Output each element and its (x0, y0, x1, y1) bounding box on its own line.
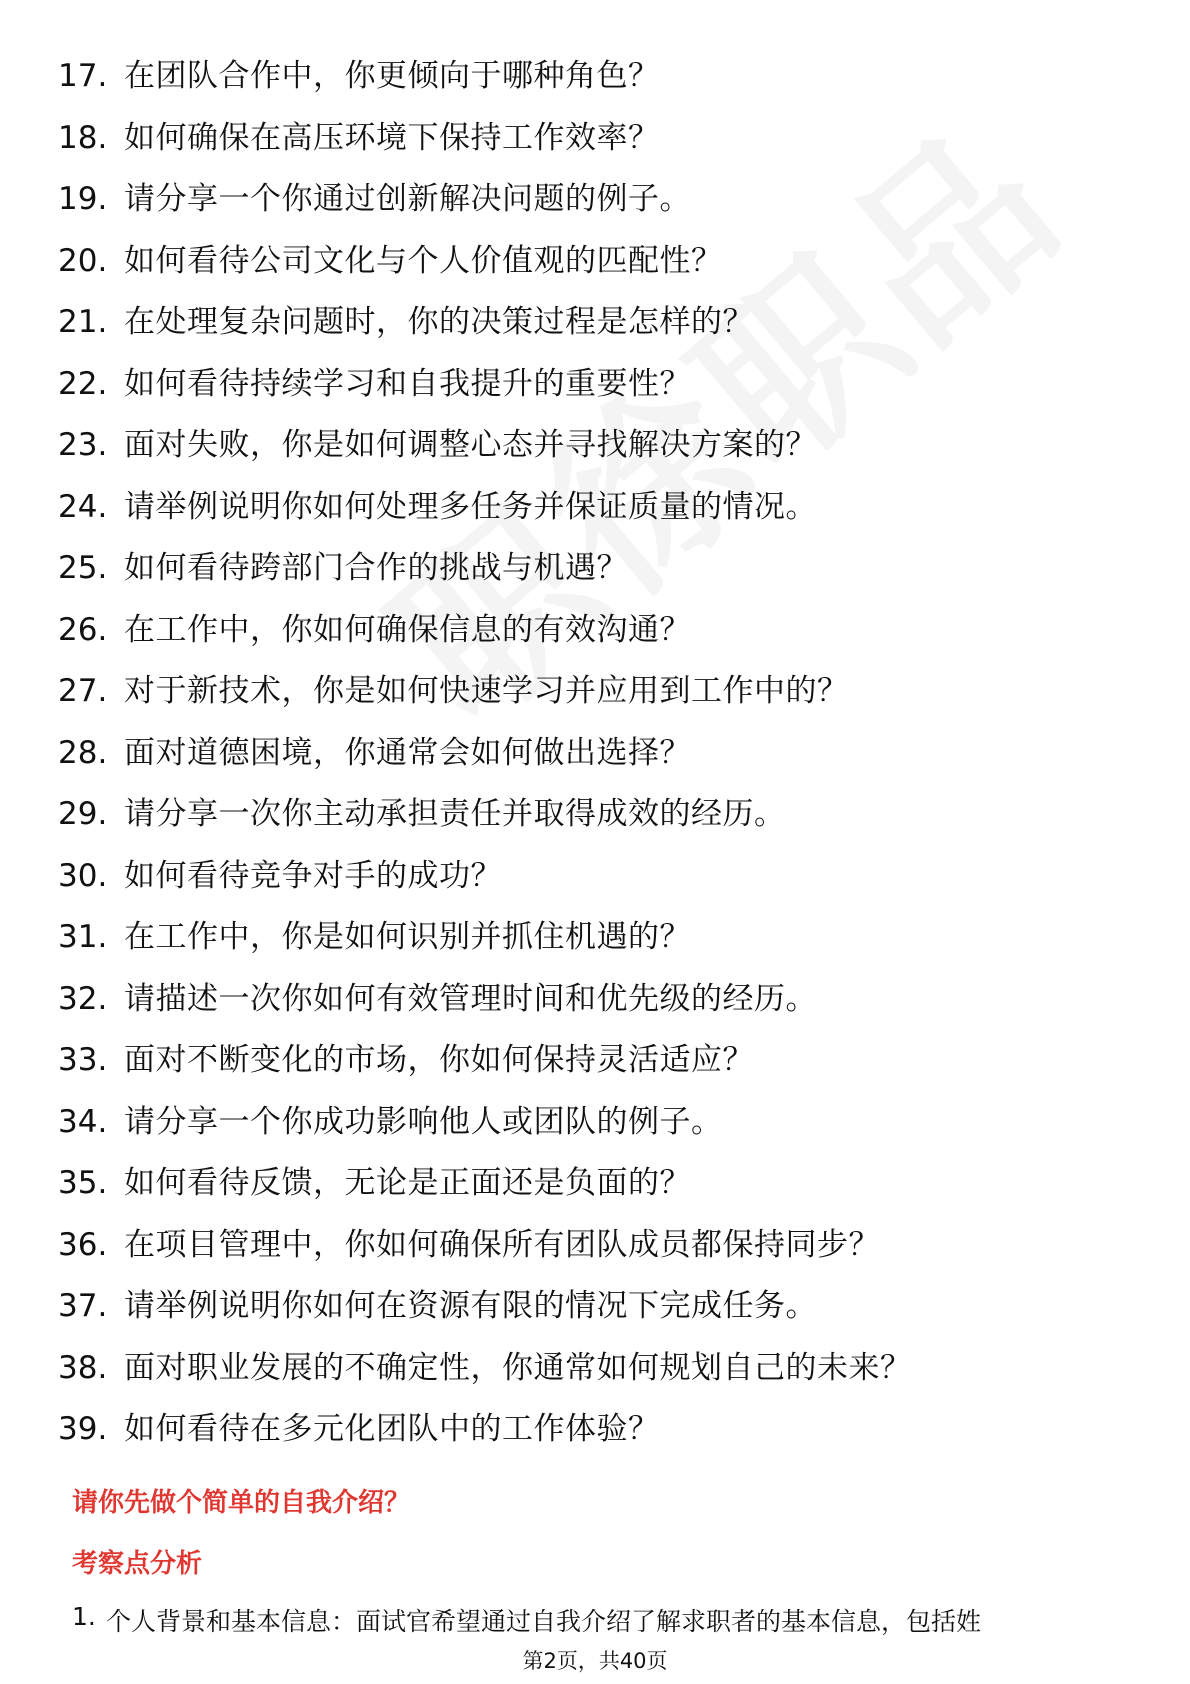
question-text: 在团队合作中，你更倾向于哪种角色？ (124, 58, 660, 94)
list-item (58, 663, 1138, 725)
list-item (58, 848, 1138, 910)
list-item (58, 233, 1138, 295)
list-item (58, 540, 1138, 602)
question-number: 18. (58, 119, 108, 156)
question-number: 20. (58, 242, 108, 279)
question-text: 在项目管理中，你如何确保所有团队成员都保持同步？ (124, 1226, 880, 1263)
question-number: 19. (58, 181, 108, 217)
list-item (58, 356, 1138, 418)
question-text: 对于新技术，你是如何快速学习并应用到工作中的？ (124, 673, 849, 709)
list-item (58, 110, 1138, 172)
question-list (58, 48, 1138, 1463)
list-item (58, 909, 1138, 971)
question-text: 面对失败，你是如何调整心态并寻找解决方案的？ (124, 427, 817, 463)
list-item (58, 171, 1138, 233)
question-number: 25. (58, 550, 108, 586)
question-number: 39. (58, 1411, 108, 1447)
list-item (58, 417, 1138, 479)
question-number: 31. (58, 919, 108, 955)
question-text: 如何看待公司文化与个人价值观的匹配性？ (124, 242, 723, 279)
question-text: 请分享一个你成功影响他人或团队的例子。 (124, 1103, 723, 1140)
question-number: 34. (58, 1103, 108, 1140)
question-text: 如何看待竞争对手的成功？ (124, 857, 502, 894)
question-number: 22. (58, 365, 108, 402)
list-item (58, 294, 1138, 356)
list-item (58, 1094, 1138, 1156)
question-text: 如何看待反馈，无论是正面还是负面的？ (124, 1165, 691, 1201)
question-number: 37. (58, 1288, 108, 1324)
question-text: 在工作中，你是如何识别并抓住机遇的？ (124, 919, 691, 955)
analysis-item-text: 个人背景和基本信息：面试官希望通过自我介绍了解求职者的基本信息，包括姓 (106, 1607, 982, 1636)
question-number: 32. (58, 980, 108, 1017)
question-number: 27. (58, 673, 108, 709)
question-text: 如何看待跨部门合作的挑战与机遇？ (124, 550, 628, 586)
list-item (58, 48, 1138, 110)
question-number: 30. (58, 857, 108, 894)
question-number: 29. (58, 796, 108, 832)
question-text: 请举例说明你如何处理多任务并保证质量的情况。 (124, 488, 817, 525)
question-text: 请分享一次你主动承担责任并取得成效的经历。 (124, 796, 786, 832)
question-text: 如何看待持续学习和自我提升的重要性？ (124, 365, 691, 402)
question-number: 36. (58, 1226, 108, 1263)
question-text: 面对不断变化的市场，你如何保持灵活适应？ (124, 1042, 754, 1078)
question-number: 38. (58, 1349, 108, 1386)
question-number: 21. (58, 304, 108, 340)
page-footer: 第2页，共40页 (522, 1649, 668, 1673)
question-number: 35. (58, 1165, 108, 1201)
list-item (58, 602, 1138, 664)
question-number: 28. (58, 734, 108, 771)
question-number: 33. (58, 1042, 108, 1078)
question-text: 在工作中，你如何确保信息的有效沟通？ (124, 611, 691, 648)
analysis-heading: 考察点分析 (72, 1549, 203, 1579)
question-number: 26. (58, 611, 108, 648)
question-text: 如何看待在多元化团队中的工作体验？ (124, 1411, 660, 1447)
question-text: 如何确保在高压环境下保持工作效率？ (124, 119, 660, 156)
analysis-item-number: 1. (72, 1602, 96, 1631)
list-item (58, 1278, 1138, 1340)
list-item (58, 1401, 1138, 1463)
question-number: 24. (58, 488, 108, 525)
analysis-item (72, 1602, 981, 1638)
list-item (58, 1340, 1138, 1402)
list-item (58, 1155, 1138, 1217)
list-item (58, 1217, 1138, 1279)
section-question-heading: 请你先做个简单的自我介绍？ (72, 1488, 411, 1518)
question-text: 请举例说明你如何在资源有限的情况下完成任务。 (124, 1288, 817, 1324)
list-item (58, 479, 1138, 541)
question-text: 请描述一次你如何有效管理时间和优先级的经历。 (124, 980, 817, 1017)
list-item (58, 725, 1138, 787)
question-number: 17. (58, 58, 108, 94)
question-number: 23. (58, 427, 108, 463)
list-item (58, 971, 1138, 1033)
question-text: 面对道德困境，你通常会如何做出选择？ (124, 734, 691, 771)
question-text: 面对职业发展的不确定性，你通常如何规划自己的未来？ (124, 1349, 912, 1386)
question-text: 请分享一个你通过创新解决问题的例子。 (124, 181, 691, 217)
list-item (58, 786, 1138, 848)
list-item (58, 1032, 1138, 1094)
question-text: 在处理复杂问题时，你的决策过程是怎样的？ (124, 304, 754, 340)
